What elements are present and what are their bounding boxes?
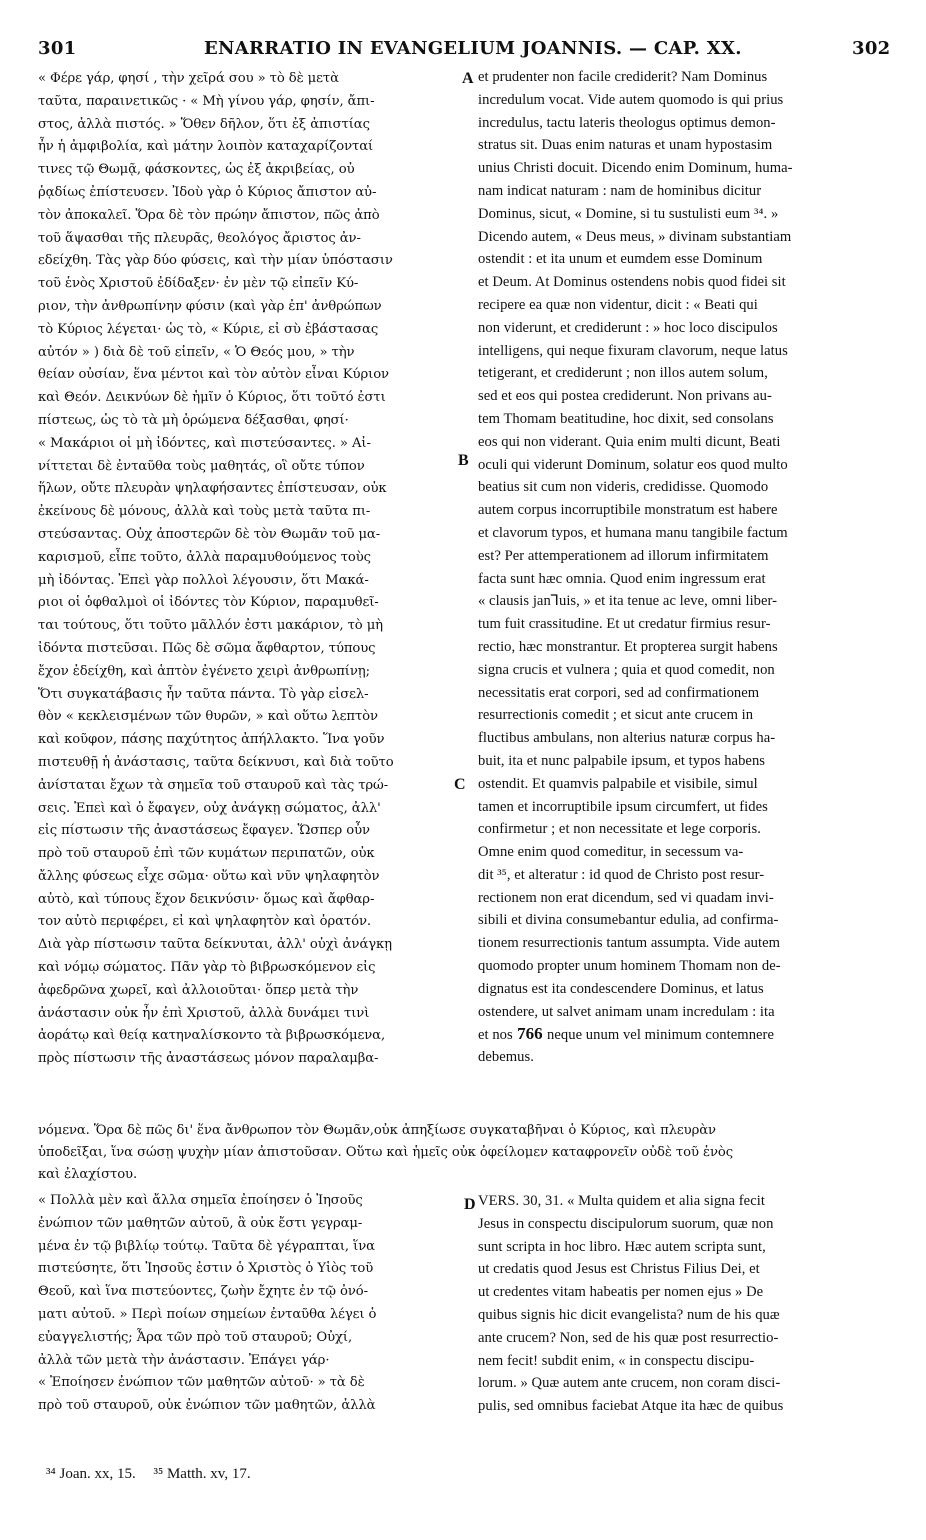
greek-text-line: ἀνίσταται ἔχων τὰ σημεῖα τοῦ σταυροῦ καὶ τὰς τρώ-: [38, 777, 389, 793]
latin-text-line: incredulus, tactu lateris theologus optimus demon-: [478, 114, 776, 131]
latin-text-line: debemus.: [478, 1049, 534, 1066]
latin-text-line: eos qui non viderant. Quia enim multi dicunt, Beati: [478, 433, 781, 450]
latin-text-line: recipere ea quæ non videntur, dicit : « Beati qui: [478, 296, 758, 313]
latin-text-line: necessitatis erat corpori, sed ad confirmationem: [478, 684, 760, 701]
greek-text-line: Θεοῦ, καὶ ἵνα πιστεύοντες, ζωὴν ἔχητε ἐν τῷ ὀνό-: [38, 1284, 368, 1300]
latin-text-line: VERS. 30, 31. « Multa quidem et alia signa fecit: [478, 1193, 765, 1209]
latin-text-line: facta sunt hæc omnia. Quod enim ingressum erat: [478, 570, 766, 587]
latin-text-line: et Deum. At Dominus ostendens nobis quod fidei sit: [478, 274, 786, 291]
greek-text-line: σεις. Ἐπεὶ καὶ ὁ ἔφαγεν, οὐχ ἀνάγκῃ σώματος, ἀλλ': [38, 800, 381, 816]
greek-text-line: καὶ Θεόν. Δεικνύων δὲ ἡμῖν ὁ Κύριος, ὅτι τοῦτό ἐστι: [38, 390, 386, 406]
greek-text-line: ἄλλης φύσεως εἶχε σῶμα· οὕτω καὶ νῦν ψηλαφητὸν: [38, 868, 380, 884]
latin-text-line: pulis, sed omnibus faciebat Atque ita hæc de quibus: [478, 1398, 784, 1415]
greek-text-line: ἔχον ἐδείχθη, καὶ ἁπτὸν ἐγένετο χειρὶ ἀνθρωπίνῃ;: [38, 663, 370, 679]
latin-text-line: buit, ita et nunc palpabile ipsum, et typos habens: [478, 752, 766, 769]
margin-mark-d: D: [464, 1196, 476, 1213]
latin-text-line: tetigerant, et crediderunt ; non illos autem solum,: [478, 365, 768, 382]
latin-text-line: sunt scripta in hoc libro. Hæc autem scripta sunt,: [478, 1238, 766, 1255]
latin-text-line: dignatus est ita condescendere Dominus, et latus: [478, 980, 764, 997]
margin-mark-b: B: [458, 452, 469, 469]
greek-column-top: [38, 68, 456, 1071]
latin-text-line: tamen et incorruptibile ipsum circumfert, ut fides: [478, 798, 768, 815]
latin-text-line: autem corpus incorruptibile monstratum est habere: [478, 502, 778, 519]
greek-text-line: ἥλων, οὔτε πλευρὰν ψηλαφήσαντες ἐπίστευσαν, οὐκ: [38, 481, 387, 497]
greek-text-line: μὴ ἰδόντας. Ἐπεὶ γὰρ πολλοὶ λέγουσιν, ὅτι Μακά-: [38, 572, 369, 588]
greek-text-line: θὸν « κεκλεισμένων τῶν θυρῶν, » καὶ οὕτω λεπτὸν: [38, 709, 378, 725]
greek-text-line: ἰδόντα πιστεῦσαι. Πῶς δὲ σῶμα ἄφθαρτον, τύπους: [38, 640, 376, 656]
greek-text-line: ματι αὐτοῦ. » Περὶ ποίων σημείων ἐνταῦθα λέγει ὁ: [38, 1306, 377, 1322]
latin-text-line: Jesus in conspectu discipulorum suorum, quæ non: [478, 1215, 774, 1232]
greek-text-line: « Φέρε γάρ, φησί , τὴν χεῖρά σου » τὸ δὲ μετὰ: [38, 71, 339, 86]
left-page-number: 301: [38, 38, 77, 59]
greek-text-line: ἐκείνους δὲ μόνους, ἀλλὰ καὶ τοὺς μετὰ ταῦτα πι-: [38, 504, 371, 520]
latin-text-line: beatius sit cum non videris, credidisse. Quomodo: [478, 479, 769, 496]
greek-text-line: εἰς πίστωσιν τῆς ἀναστάσεως ἔφαγεν. Ὥσπερ οὖν: [38, 823, 370, 839]
greek-text-line: θείαν οὐσίαν, ἕνα μέντοι καὶ τὸν αὐτὸν εἶναι Κύριον: [38, 367, 389, 383]
greek-text-line: ἀοράτῳ καὶ θείᾳ κατηναλίσκοντο τὰ βιβρωσκόμενα,: [38, 1028, 386, 1044]
latin-column-bottom: [478, 1190, 894, 1418]
latin-text-line: ostendit. Et quamvis palpabile et visibile, simul: [478, 775, 758, 792]
latin-text-line: « clausis janꞀuis, » et ita tenue ac leve, omni liber-: [478, 593, 778, 610]
latin-text-line: rectio, hæc monstrantur. Et propterea surgit habens: [478, 638, 778, 655]
latin-text-line: lorum. » Quæ autem ante crucem, non coram disci-: [478, 1375, 781, 1392]
greek-text-line: « Μακάριοι οἱ μὴ ἰδόντες, καὶ πιστεύσαντες. » Αἰ-: [38, 435, 371, 451]
greek-text-line: εδείχθη. Τὰς γὰρ δύο φύσεις, καὶ τὴν μίαν ὑπόστασιν: [38, 253, 393, 269]
greek-text-line: « Πολλὰ μὲν καὶ ἄλλα σημεῖα ἐποίησεν ὁ Ἰησοῦς: [38, 1193, 363, 1208]
greek-text-line: ἀνάστασιν οὐκ ἦν ἐπὶ Χριστοῦ, ἀλλὰ δυνάμει τινὶ: [38, 1005, 370, 1021]
greek-text-line: καὶ κοῦφον, πάσης παχύτητος ἀπήλλακτο. Ἵνα γοῦν: [38, 732, 385, 748]
greek-text-line: ἀφεδρῶνα χωρεῖ, καὶ ἀλλοιοῦται· ὅπερ μετὰ τὴν: [38, 982, 359, 998]
greek-text-line: ται τούτους, ὅτι τοῦτο μᾶλλόν ἐστι μακάριον, τὸ μὴ: [38, 618, 383, 634]
greek-text-line: καὶ νόμῳ σώματος. Πᾶν γὰρ τὸ βιβρωσκόμενον εἰς: [38, 960, 376, 976]
greek-text-line: στεύσαντας. Οὐχ ἀποστερῶν δὲ τὸν Θωμᾶν τοῦ μα-: [38, 526, 381, 542]
greek-text-line: ριον, τὴν ἀνθρωπίνην φύσιν (καὶ γὰρ ἐπ' ἀνθρώπων: [38, 298, 382, 314]
greek-text-line: τον αὐτὸ περιφέρει, εἰ καὶ ψηλαφητὸν καὶ ὁρατόν.: [38, 914, 371, 930]
greek-text-line: πιστεύσητε, ὅτι Ἰησοῦς ἐστιν ὁ Χριστὸς ὁ Υἱὸς τοῦ: [38, 1261, 374, 1277]
greek-text-line: ὑποδεῖξαι, ἵνα σώσῃ ψυχὴν μίαν ἀπιστοῦσαν. Οὕτω καὶ ἡμεῖς οὐκ ὀφείλομεν καταφρονεῖν οὐδὲ τοῦ ἑνὸς: [38, 1145, 733, 1160]
greek-text-line: καὶ ἐλαχίστου.: [38, 1167, 138, 1182]
latin-text-line: quibus signis hic dicit evangelista? num de his quæ: [478, 1306, 780, 1323]
greek-text-line: καρισμοῦ, εἶπε τοῦτο, ἀλλὰ παραμυθούμενος τοὺς: [38, 549, 371, 565]
greek-text-line: ριοι οἱ ὀφθαλμοὶ οἱ ἰδόντες τὸν Κύριον, παραμυθεῖ-: [38, 595, 379, 611]
latin-text-line: tem Thomam beatitudine, hoc dixit, sed consolans: [478, 410, 774, 427]
greek-text-line: νίττεται δὲ ἐνταῦθα τοὺς μαθητάς, οἳ οὔτε τύπον: [38, 458, 365, 474]
latin-text-line: et nos 766 neque unum vel minimum contemnere: [478, 1024, 774, 1044]
latin-text-line: Omne enim quod comeditur, in secessum va-: [478, 844, 744, 861]
greek-text-line: τοῦ ἅψασθαι τῆς πλευρᾶς, θεολόγος ἄριστος ἀν-: [38, 230, 361, 246]
latin-text-line: quomodo propter unum hominem Thomam non de-: [478, 958, 781, 975]
greek-text-line: Ὅτι συγκατάβασις ἦν ταῦτα πάντα. Τὸ γὰρ εἰσελ-: [38, 686, 369, 702]
greek-text-line: εὐαγγελιστής; Ἆρα τῶν πρὸ τοῦ σταυροῦ; Οὐχί,: [38, 1329, 353, 1345]
greek-text-line: αὐτὸ, καὶ τύπους ἔχον δεικνύσιν· ὅμως καὶ ἄφθαρ-: [38, 891, 375, 907]
greek-text-line: Διὰ γὰρ πίστωσιν ταῦτα δείκνυται, ἀλλ' οὐχὶ ἀνάγκῃ: [38, 937, 392, 953]
latin-text-line: et prudenter non facile crediderit? Nam Dominus: [478, 69, 768, 85]
greek-text-line: νόμενα. Ὅρα δὲ πῶς δι' ἕνα ἄνθρωπον τὸν Θωμᾶν,οὐκ ἀπηξίωσε συγκαταβῆναι ὁ Κύριος, καὶ πλευρὰν: [38, 1123, 716, 1138]
footnote-34: ³⁴ Joan. xx, 15.: [46, 1466, 136, 1482]
greek-text-line: πίστεως, ὡς τὸ τὰ μὴ ὁρώμενα δέξασθαι, φησί·: [38, 412, 349, 428]
latin-text-line: sed et eos qui postea crediderunt. Non privans au-: [478, 388, 772, 405]
latin-text-line: ut credatis quod Jesus est Christus Filius Dei, et: [478, 1261, 760, 1278]
greek-text-line: στος, ἀλλὰ πιστός. » Ὅθεν δῆλον, ὅτι ἐξ ἀπιστίας: [38, 116, 370, 132]
greek-text-line: ῥᾳδίως ἐπίστευσεν. Ἰδοὺ γὰρ ὁ Κύριος ἄπιστον αὐ-: [38, 184, 377, 200]
latin-text-line: rectionem non erat dicendum, sed vi quadam invi-: [478, 889, 774, 906]
latin-text-line: nem fecit! subdit enim, « in conspectu discipu-: [478, 1352, 755, 1369]
running-title: ENARRATIO IN EVANGELIUM JOANNIS. — CAP. XX.: [204, 38, 742, 59]
greek-text-line: πιστευθῇ ἡ ἀνάστασις, ταῦτα δείκνυσι, καὶ διὰ τοῦτο: [38, 754, 394, 770]
latin-text-line: resurrectionis comedit ; et sicut ante crucem in: [478, 707, 754, 724]
greek-text-line: τοῦ ἑνὸς Χριστοῦ ἐδίδαξεν· ἐν μὲν τῷ εἰπεῖν Κύ-: [38, 276, 359, 292]
latin-text-line: est? Per attemperationem ad illorum infirmitatem: [478, 547, 769, 564]
margin-mark-c: C: [454, 776, 466, 793]
greek-text-line: μένα ἐν τῷ βιβλίῳ τούτῳ. Ταῦτα δὲ γέγραπται, ἵνα: [38, 1238, 375, 1254]
greek-text-line: « Ἐποίησεν ἐνώπιον τῶν μαθητῶν αὐτοῦ· » τὰ δὲ: [38, 1375, 365, 1391]
latin-text-line: dit ³⁵, et alteratur : id quod de Christo post resur-: [478, 866, 765, 883]
greek-text-line: πρὸς πίστωσιν τῆς ἀναστάσεως μόνον παραλαμβα-: [38, 1051, 379, 1067]
greek-text-line: πρὸ τοῦ σταυροῦ, οὐκ ἐνώπιον τῶν μαθητῶν, ἀλλὰ: [38, 1398, 376, 1414]
latin-text-line: tionem resurrectionis tantum assumpta. Vide autem: [478, 935, 781, 952]
latin-text-line: sibili et divina consumebantur edulia, ad confirma-: [478, 912, 779, 929]
right-page-number: 302: [852, 38, 891, 59]
latin-text-line: fluctibus ambulans, non alterius naturæ corpus ha-: [478, 730, 776, 747]
greek-text-line: πρὸ τοῦ σταυροῦ ἐπὶ τῶν κυμάτων περιπατῶν, οὐκ: [38, 846, 375, 862]
latin-text-line: unius Christi docuit. Dicendo enim Dominum, huma-: [478, 160, 793, 177]
latin-text-line: ostendit : et ita unum et eumdem esse Dominum: [478, 251, 763, 268]
latin-text-line: Dominus, sicut, « Domine, si tu sustulisti eum ³⁴. »: [478, 205, 779, 222]
latin-text-line: signa crucis et vulnera ; quia et quod comedit, non: [478, 661, 775, 678]
greek-column-bottom: [38, 1190, 456, 1418]
greek-text-line: τὸν ἀποκαλεῖ. Ὅρα δὲ τὸν πρώην ἄπιστον, πῶς ἀπὸ: [38, 207, 380, 223]
latin-text-line: incredulum vocat. Vide autem quomodo is qui prius: [478, 91, 784, 108]
latin-text-line: Dicendo autem, « Deus meus, » divinam substantiam: [478, 228, 792, 245]
latin-text-line: ostendere, ut salvet animam unam incredulam : ita: [478, 1003, 775, 1020]
latin-text-line: nam indicat naturam : nam de hominibus dicitur: [478, 182, 762, 199]
greek-text-line: τὸ Κύριος λέγεται· ὡς τὸ, « Κύριε, εἰ σὺ ἐβάστασας: [38, 321, 379, 337]
greek-text-line: ταῦτα, παραινετικῶς · « Μὴ γίνου γάρ, φησίν, ἄπι-: [38, 93, 375, 109]
latin-text-line: non viderunt, et crediderunt : » hoc loco discipulos: [478, 319, 778, 336]
latin-text-line: ut credentes vitam habeatis per nomen ejus » De: [478, 1284, 764, 1301]
latin-text-line: stratus sit. Duas enim naturas et unam hypostasim: [478, 137, 773, 154]
latin-text-line: intelligens, qui neque fixuram clavorum, neque latus: [478, 342, 788, 359]
latin-text-fragment: neque unum vel minimum contemnere: [547, 1027, 774, 1044]
greek-full-width-passage: [38, 1120, 894, 1186]
latin-text-line: oculi qui viderunt Dominum, solatur eos quod multo: [478, 456, 788, 473]
greek-text-line: ἦν ἡ ἀμφιβολία, καὶ μάτην λοιπὸν καταχαρίζονταί: [38, 139, 374, 155]
latin-column-top: [478, 66, 894, 1069]
latin-text-line: confirmetur ; et non necessitate et lege corporis.: [478, 821, 761, 838]
latin-text-line: et clavorum typos, et humana manu tangibile factum: [478, 524, 788, 541]
footnotes: [46, 1466, 265, 1483]
greek-text-line: αὐτόν » ) διὰ δὲ τοῦ εἰπεῖν, « Ὁ Θεός μου, » τὴν: [38, 344, 355, 360]
column-number: 766: [512, 1024, 548, 1044]
footnote-35: ³⁵ Matth. xv, 17.: [153, 1466, 251, 1482]
greek-text-line: ἐνώπιον τῶν μαθητῶν αὐτοῦ, ἃ οὐκ ἔστι γεγραμ-: [38, 1215, 363, 1231]
greek-text-line: ἀλλὰ τῶν μετὰ τὴν ἀνάστασιν. Ἐπάγει γάρ·: [38, 1352, 330, 1368]
greek-text-line: τινες τῷ Θωμᾷ, φάσκοντες, ὡς ἐξ ἀκριβείας, οὐ: [38, 162, 355, 178]
margin-mark-a: A: [462, 70, 474, 87]
latin-text-line: tum fuit crassitudine. Et ut credatur firmius resur-: [478, 616, 771, 633]
latin-text-line: ante crucem? Non, sed de his quæ post resurrectio-: [478, 1329, 779, 1346]
